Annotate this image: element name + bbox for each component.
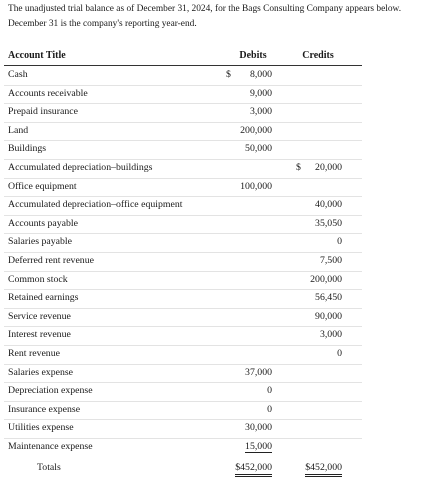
table-row	[0, 401, 442, 419]
credit-amount: 0	[337, 236, 342, 248]
account-name: Deferred rent revenue	[8, 255, 94, 266]
credit-amount: 40,000	[315, 199, 342, 211]
table-row	[0, 66, 442, 84]
debit-amount: 0	[267, 385, 272, 397]
account-name: Interest revenue	[8, 329, 71, 341]
debit-amount: 8,000	[249, 69, 272, 80]
account-name: Rent revenue	[8, 348, 60, 359]
debit-amount: 0	[267, 403, 272, 415]
table-row	[0, 271, 442, 289]
table-row	[0, 419, 442, 437]
debit-amount: 50,000	[245, 143, 272, 155]
total-debits	[226, 462, 272, 473]
debit-amount: 15,000	[245, 441, 272, 452]
debit-amount: 37,000	[245, 366, 272, 378]
intro-text: The unadjusted trial balance as of December 31, 2024, for the Bags Consulting Company appears below. December 31 is the company's reporting year-end.	[8, 4, 402, 29]
credit-value	[296, 311, 342, 322]
totals-label: Totals	[37, 461, 61, 473]
debit-amount: 30,000	[245, 422, 272, 434]
dollar-sign: $	[226, 69, 231, 80]
table-row	[0, 364, 442, 382]
credit-amount: 0	[337, 348, 342, 359]
credit-amount: 20,000	[315, 162, 342, 173]
debit-value	[226, 69, 272, 80]
account-name: Accounts receivable	[8, 87, 88, 99]
account-name: Prepaid insurance	[8, 106, 78, 118]
debit-value	[226, 143, 272, 154]
table-row	[0, 122, 442, 140]
debit-value	[226, 125, 272, 136]
debit-amount: 100,000	[240, 180, 272, 192]
debit-value	[226, 385, 272, 396]
credit-amount: 35,050	[315, 217, 342, 229]
table-row	[0, 103, 442, 121]
table-row	[0, 178, 442, 196]
total-credits	[296, 462, 342, 473]
table-row	[0, 308, 442, 326]
debit-amount: 200,000	[240, 124, 272, 136]
credit-value	[296, 218, 342, 229]
credit-amount: $452,000	[305, 462, 342, 477]
account-name: Salaries expense	[8, 366, 74, 378]
table-row	[0, 252, 442, 270]
credit-value	[296, 329, 342, 340]
totals-row	[0, 459, 442, 477]
column-header-credits: Credits	[302, 50, 334, 61]
debit-value	[226, 88, 272, 99]
account-name: Insurance expense	[8, 403, 81, 415]
credit-amount: 7,500	[319, 255, 342, 266]
debit-value	[226, 367, 272, 378]
column-header-debits: Debits	[239, 50, 267, 61]
debit-amount: $452,000	[235, 462, 272, 477]
credit-value	[296, 274, 342, 285]
account-name: Retained earnings	[8, 292, 79, 304]
table-row	[0, 85, 442, 103]
credit-amount: 90,000	[315, 310, 342, 322]
table-row	[0, 345, 442, 363]
debit-amount: 9,000	[249, 87, 272, 99]
account-name: Depreciation expense	[8, 385, 93, 397]
account-name: Office equipment	[8, 180, 77, 192]
debit-value	[226, 106, 272, 117]
debit-value	[226, 441, 272, 452]
column-header-account-title: Account Title	[8, 50, 66, 61]
credit-value	[296, 162, 342, 173]
account-name: Buildings	[8, 143, 47, 155]
table-row	[0, 233, 442, 251]
debit-amount: 3,000	[249, 106, 272, 118]
table-row	[0, 382, 442, 400]
credit-value	[296, 255, 342, 266]
account-name: Maintenance expense	[8, 441, 93, 452]
table-row	[0, 326, 442, 344]
table-row	[0, 215, 442, 233]
debit-value	[226, 422, 272, 433]
account-name: Cash	[8, 69, 28, 80]
account-name: Salaries payable	[8, 236, 72, 248]
credit-value	[296, 199, 342, 210]
account-name: Land	[8, 124, 29, 136]
account-name: Service revenue	[8, 310, 71, 322]
credit-amount: 56,450	[315, 292, 342, 304]
credit-value	[296, 348, 342, 359]
credit-value	[296, 292, 342, 303]
debit-value	[226, 181, 272, 192]
account-name: Accumulated depreciation–buildings	[8, 162, 153, 173]
table-row	[0, 289, 442, 307]
account-name: Common stock	[8, 273, 68, 285]
account-name: Utilities expense	[8, 422, 74, 434]
table-row	[0, 140, 442, 158]
credit-value	[296, 236, 342, 247]
account-name: Accumulated depreciation–office equipment	[8, 199, 183, 211]
table-row	[0, 196, 442, 214]
account-name: Accounts payable	[8, 217, 78, 229]
dollar-sign: $	[296, 162, 301, 173]
credit-amount: 200,000	[310, 273, 342, 285]
table-row	[0, 159, 442, 177]
credit-amount: 3,000	[319, 329, 342, 341]
table-row	[0, 438, 442, 456]
debit-value	[226, 404, 272, 415]
